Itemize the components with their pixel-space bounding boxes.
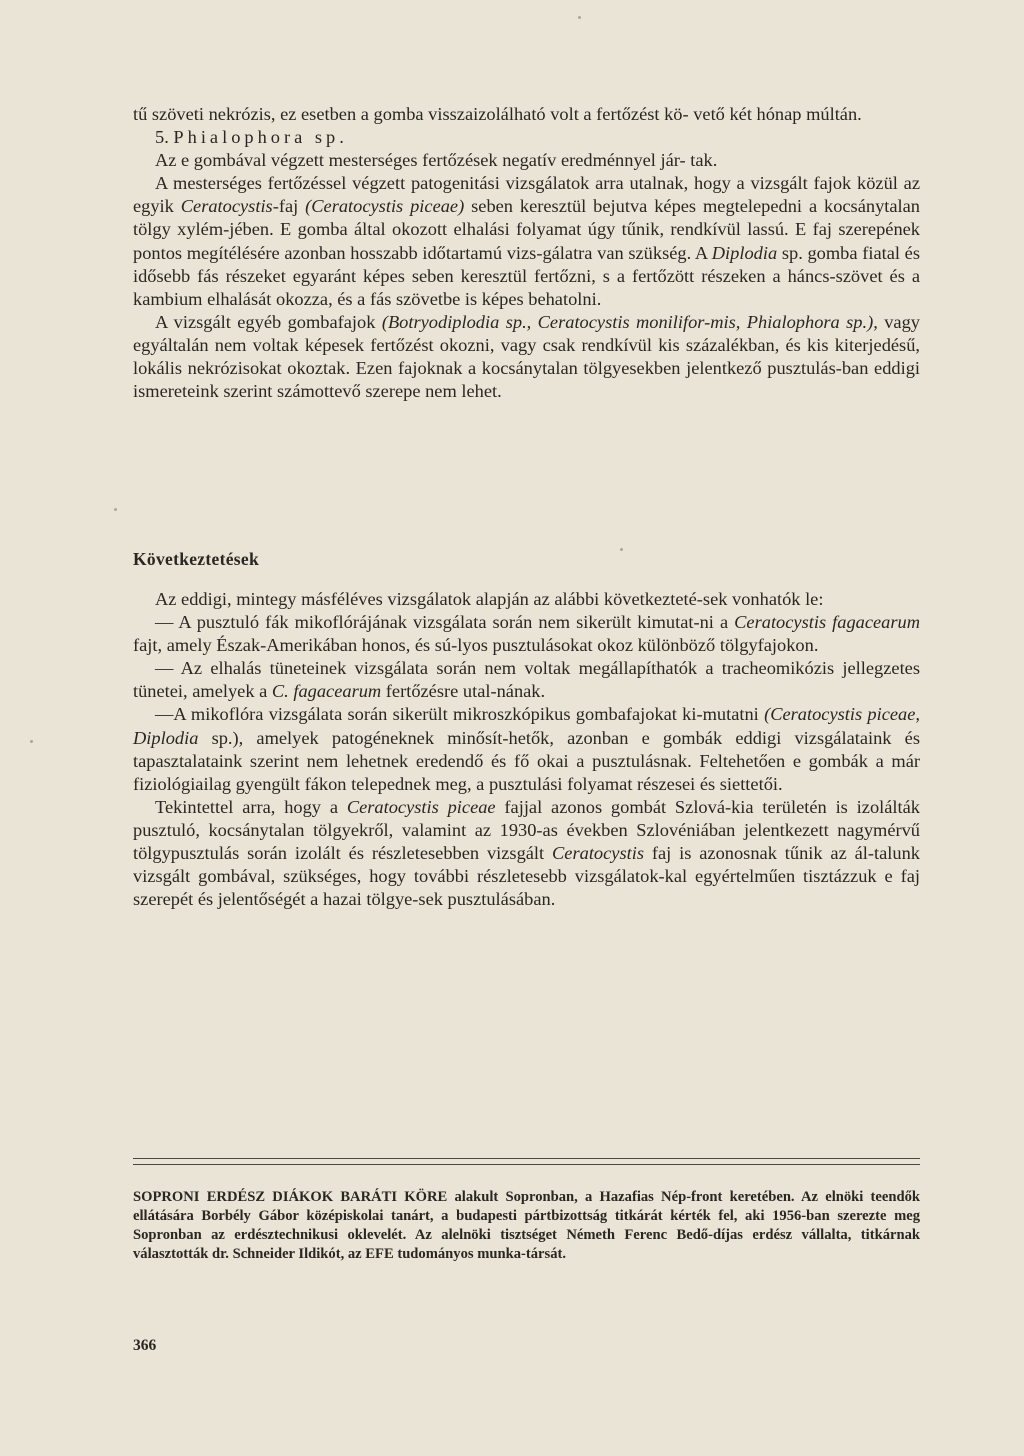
italic-term: Ceratocystis <box>552 843 644 864</box>
text-run: -faj <box>272 196 306 217</box>
section-heading: Következtetések <box>133 549 259 569</box>
conclusions-section <box>133 549 920 570</box>
text-run: seben keresztül bejutva képes megtelepedni a kocsánytalan tölgy xylém-jében. E gomba által okozott elhalási folyamat úgy tűnik, rendkívül lassú. E faj szerepének pontos megítélésére azonban hosszabb időtartamú vizs-gálatra van szükség. A <box>133 196 921 263</box>
page-number: 366 <box>133 1337 157 1354</box>
paragraph-negative-results <box>133 149 920 172</box>
text-run: fajt, amely Észak-Amerikában honos, és sú-lyos pusztulásokat okoz különböző tölgyfajokon. <box>133 635 819 656</box>
conclusion-item <box>133 611 920 657</box>
paragraph-other-species <box>133 311 920 403</box>
text-run: —A mikoflóra vizsgálata során sikerült mikroszkópikus gombafajokat ki-mutatni <box>155 704 765 725</box>
text-run: vagy egyáltalán nem voltak képesek fertőzést okozni, vagy csak rendkívül kis százalékban, és kis kiterjedésű, lokális nekrózisokat okoztak. Ezen fajoknak a kocsánytalan tölgyesekben jelentkező pusztulás-ban eddigi ismereteink szerint számottevő szerepe nem lehet. <box>133 311 920 402</box>
footnote-divider <box>133 1158 920 1168</box>
text-run: fertőzésre utal-nának. <box>381 681 546 702</box>
footnote: SOPRONI ERDÉSZ DIÁKOK BARÁTI KÖRE alakult Sopronban, a Hazafias Nép-front keretében. Az elnöki teendők ellátására Borbély Gábor középiskolai tanárt, a budapesti pártbizottság titkárát kérték fel, aki 1956-ban szerezte meg Sopronban az erdésztechnikusi oklevelét. Az alelnöki tisztséget Németh Ferenc Bedő-díjas erdész vállalta, titkárnak választották dr. Schneider Ildikót, az EFE tudományos munka-társát. <box>133 1189 920 1262</box>
italic-term: Ceratocystis fagacearum <box>734 612 920 633</box>
paragraph-pathogenicity <box>133 172 920 311</box>
italic-term: (Botryodiplodia sp., Ceratocystis monilifor-mis, Phialophora sp.), <box>381 311 878 332</box>
text-run: sp.), amelyek patogéneknek minősít-hetők, azonban e gombák eddigi vizsgálataink és tapasztalataink szerint nem lehetnek eredendő és fő okai a pusztulásnak. Feltehetően e gombák a már fiziológiailag gyengült fákon telepednek meg, a pusztulási folyamat részesei és siettetői. <box>133 727 920 794</box>
paragraph-final <box>133 796 920 911</box>
text-run: Tekintettel arra, hogy a <box>155 796 347 817</box>
text-run: tű szöveti nekrózis, ez esetben a gomba visszaizolálható volt a fertőzést kö- <box>133 104 689 124</box>
paragraph-conclusions-intro <box>133 588 920 611</box>
italic-term: C. fagacearum <box>271 681 382 702</box>
text-run: A vizsgált egyéb gombafajok <box>155 311 382 332</box>
text-run: tak. <box>690 150 718 171</box>
text-run: Phialophora sp. <box>173 127 348 148</box>
conclusion-item <box>133 703 920 795</box>
italic-term: Diplodia <box>711 242 778 263</box>
italic-term: (Ceratocystis piceae, Diplodia <box>133 704 921 748</box>
species-heading-phialophora <box>133 126 920 149</box>
text-run: Az e gombával végzett mesterséges fertőzések negatív eredménnyel jár- <box>155 150 686 171</box>
text-run: Az eddigi, mintegy másféléves vizsgálatok alapján az alábbi következteté-sek vonhatók le: <box>155 589 824 609</box>
conclusion-item <box>133 657 920 703</box>
paragraph-continuation <box>133 103 920 126</box>
body-text-top <box>133 103 920 403</box>
text-run: sp. gomba fiatal és idősebb fás részeket egyaránt képes seben keresztül fertőzni, s a fertőzött részeken a háncs-szövet és a kambium elhalását okozza, és a fás szövetbe is képes behatolni. <box>133 242 920 309</box>
text-run: — A pusztuló fák mikoflórájának vizsgálata során nem sikerült kimutat-ni a <box>155 612 735 633</box>
text-run: fajjal azonos gombát Szlová-kia területén is izolálták pusztuló, kocsánytalan tölgyekről, valamint az 1930-as években Szlovéniában jelentkezett nagymérvű tölgypusztulás során izolált és részletesebben vizsgált <box>133 796 920 864</box>
body-text-conclusions <box>133 588 920 911</box>
italic-term: (Ceratocystis piceae) <box>305 196 465 217</box>
text-run: A mesterséges fertőzéssel végzett patogenitási vizsgálatok arra utalnak, hogy a vizsgált fajok közül az egyik <box>133 173 920 217</box>
text-run: vető két hónap múltán. <box>693 104 862 124</box>
text-run: faj is azonosnak tűnik az ál-talunk vizsgált gombával, szükséges, hogy további részletesebb vizsgálatok-kal egyértelműen tisztázzuk e faj szerepét és jelentőségét a hazai tölgye-sek pusztulásában. <box>133 843 920 910</box>
italic-term: Ceratocystis piceae <box>346 796 496 817</box>
italic-term: Ceratocystis <box>180 196 273 217</box>
text-run: — Az elhalás tüneteinek vizsgálata során nem voltak megállapíthatók a tracheomikózis jellegzetes tünetei, amelyek a <box>133 658 920 702</box>
text-run: 5. <box>155 127 174 148</box>
